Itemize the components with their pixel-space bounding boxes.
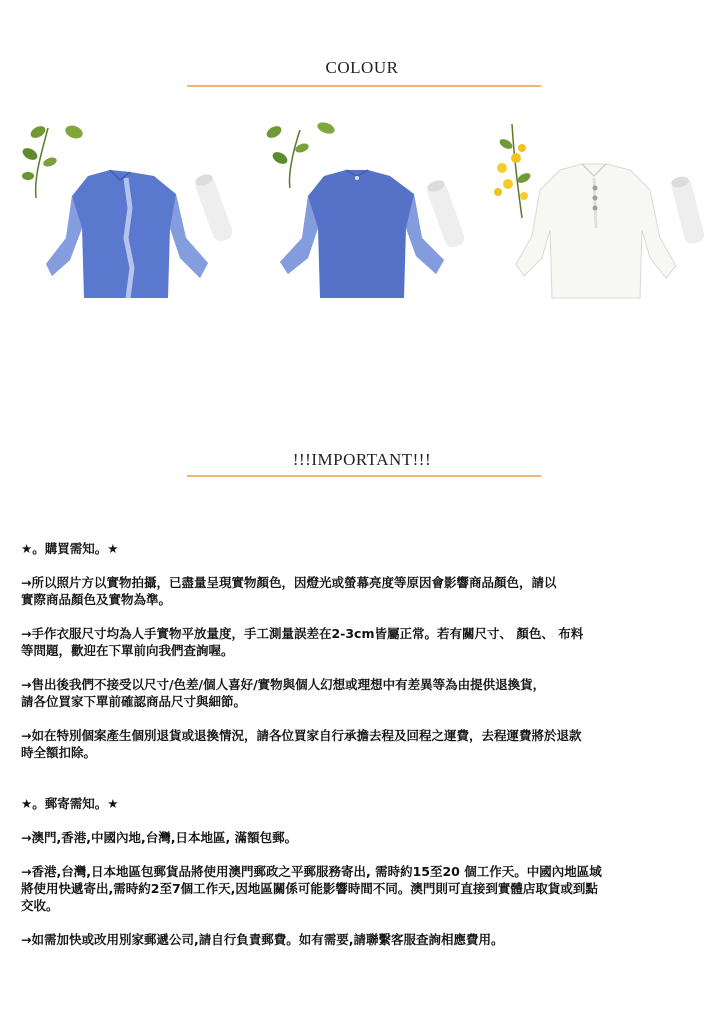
shipping-notice-item bbox=[21, 829, 711, 846]
colour-section-title: COLOUR bbox=[325, 58, 399, 77]
notice-text-block bbox=[21, 540, 711, 965]
fabric-roll-icon bbox=[193, 172, 234, 243]
shipping-notice-item bbox=[21, 863, 711, 914]
notice-line: →手作衣服尺寸均為人手實物平放量度，手工測量誤差在2-3cm皆屬正常。若有關尺寸、 顏色、 布料 bbox=[21, 626, 584, 641]
notice-line: 等問題，歡迎在下單前向我們查詢喔。 bbox=[21, 643, 234, 658]
product-photo-blue-front bbox=[8, 118, 238, 318]
notice-line: →所以照片方以實物拍攝，已盡量呈現實物顏色，因燈光或螢幕亮度等原因會影響商品顏色，請以 bbox=[21, 575, 557, 590]
fabric-roll-icon bbox=[670, 175, 706, 245]
purchase-notice-item bbox=[21, 727, 711, 761]
notice-line: 交收。 bbox=[21, 898, 59, 913]
fabric-roll-icon bbox=[425, 178, 466, 249]
shipping-notice-heading: ★。郵寄需知。★ bbox=[21, 796, 119, 811]
purchase-notice-item bbox=[21, 574, 711, 608]
notice-line: →澳門,香港,中國內地,台灣,日本地區, 滿額包郵。 bbox=[21, 830, 298, 845]
notice-line: 請各位買家下單前確認商品尺寸與細節。 bbox=[21, 694, 247, 709]
notice-line: 將使用快遞寄出,需時約2至7個工作天,因地區關係可能影響時間不同。澳門則可直接到實體店取貨或到點 bbox=[21, 881, 598, 896]
yellow-flower-sprig-icon bbox=[494, 124, 532, 218]
colour-title-underline bbox=[187, 85, 541, 87]
notice-line: →如在特別個案產生個別退貨或退換情況，請各位買家自行承擔去程及回程之運費，去程運費將於退款 bbox=[21, 728, 582, 743]
blouse-icon bbox=[280, 170, 444, 298]
leaf-sprig-icon bbox=[21, 123, 85, 198]
notice-line: 實際商品顏色及實物為準。 bbox=[21, 592, 172, 607]
notice-line: →如需加快或改用別家郵遞公司,請自行負責郵費。如有需要,請聯繫客服查詢相應費用。 bbox=[21, 932, 504, 947]
purchase-notice-item bbox=[21, 676, 711, 710]
shipping-notice-item bbox=[21, 931, 711, 948]
notice-line: →香港,台灣,日本地區包郵貨品將使用澳門郵政之平郵服務寄出, 需時約15至20 個工作天。中國內地區域 bbox=[21, 864, 602, 879]
product-photo-blue-back bbox=[250, 118, 480, 318]
important-title-underline bbox=[187, 475, 541, 477]
blouse-icon bbox=[516, 164, 676, 298]
notice-line: →售出後我們不接受以尺寸/色差/個人喜好/實物與個人幻想或理想中有差異等為由提供退換貨， bbox=[21, 677, 546, 692]
notice-line: 時全額扣除。 bbox=[21, 745, 97, 760]
important-section-title: !!!IMPORTANT!!! bbox=[292, 450, 432, 469]
product-photo-white-front bbox=[488, 118, 718, 318]
purchase-notice-item bbox=[21, 625, 711, 659]
blouse-icon bbox=[46, 170, 208, 298]
purchase-notice-heading: ★。購買需知。★ bbox=[21, 541, 119, 556]
section-spacer bbox=[21, 778, 711, 795]
